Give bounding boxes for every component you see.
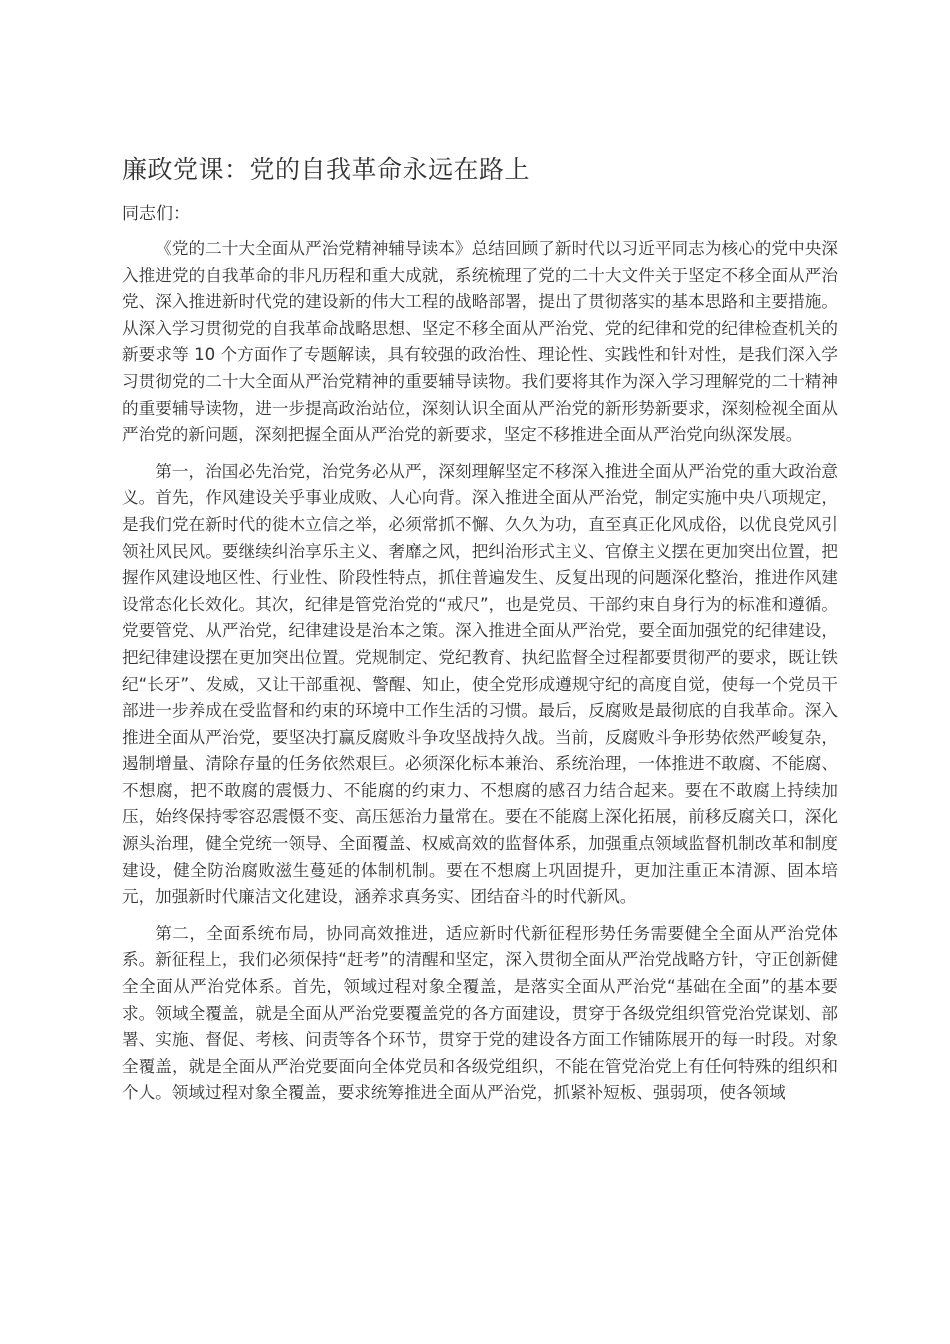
- paragraph-second-point: 第二，全面系统布局，协同高效推进，适应新时代新征程形势任务需要健全全面从严治党体系。新征程上，我们必须保持“赶考”的清醒和坚定，深入贯彻全面从严治党战略方针，守正创新健全全面从严治党体系。首先，领域过程对象全覆盖，是落实全面从严治党“基础在全面”的基本要求。领域全覆盖，就是全面从严治党要覆盖党的各方面建设，贯穿于各级党组织管党治党谋划、部署、实施、督促、考核、问责等各个环节，贯穿于党的建设各方面工作铺陈展开的每一时段。对象全覆盖，就是全面从严治党要面向全体党员和各级党组织，不能在管党治党上有任何特殊的组织和个人。领域过程对象全覆盖，要求统筹推进全面从严治党，抓紧补短板、强弱项，使各领域: [122, 923, 838, 1103]
- salutation: 同志们：: [122, 204, 190, 224]
- paragraph-first-point: 第一，治国必先治党，治党务必从严，深刻理解坚定不移深入推进全面从严治党的重大政治意义。首先，作风建设关乎事业成败、人心向背。深入推进全面从严治党，制定实施中央八项规定，是我们党在新时代的徙木立信之举，必须常抓不懈、久久为功，直至真正化风成俗，以优良党风引领社风民风。要继续纠治享乐主义、奢靡之风，把纠治形式主义、官僚主义摆在更加突出位置，把握作风建设地区性、行业性、阶段性特点，抓住普遍发生、反复出现的问题深化整治，推进作风建设常态化长效化。其次，纪律是管党治党的“戒尺”，也是党员、干部约束自身行为的标准和遵循。党要管党、从严治党，纪律建设是治本之策。深入推进全面从严治党，要全面加强党的纪律建设，把纪律建设摆在更加突出位置。党规制定、党纪教育、执纪监督全过程都要贯彻严的要求，既让铁纪“长牙”、发威，又让干部重视、警醒、知止，使全党形成遵规守纪的高度自觉，使每一个党员干部进一步养成在受监督和约束的环境中工作生活的习惯。最后，反腐败是最彻底的自我革命。深入推进全面从严治党，要坚决打赢反腐败斗争攻坚战持久战。当前，反腐败斗争形势依然严峻复杂，遏制增量、清除存量的任务依然艰巨。必须深化标本兼治、系统治理，一体推进不敢腐、不能腐、不想腐，把不敢腐的震慑力、不能腐的约束力、不想腐的感召力结合起来。要在不敢腐上持续加压，始终保持零容忍震慑不变、高压惩治力量常在。要在不能腐上深化拓展，前移反腐关口，深化源头治理，健全党统一领导、全面覆盖、权威高效的监督体系，加强重点领域监督机制改革和制度建设，健全防治腐败滋生蔓延的体制机制。要在不想腐上巩固提升，更加注重正本清源、固本培元，加强新时代廉洁文化建设，涵养求真务实、团结奋斗的时代新风。: [122, 461, 838, 907]
- page-title: 廉政党课：党的自我革命永远在路上: [122, 155, 531, 184]
- paragraph-intro: 《党的二十大全面从严治党精神辅导读本》总结回顾了新时代以习近平同志为核心的党中央深入推进党的自我革命的非凡历程和重大成就，系统梳理了党的二十大文件关于坚定不移全面从严治党、深入推进新时代党的建设新的伟大工程的战略部署，提出了贯彻落实的基本思路和主要措施。从深入学习贯彻党的自我革命战略思想、坚定不移全面从严治党、党的纪律和党的纪律检查机关的新要求等 10 个方面作了专题解读，具有较强的政治性、理论性、实践性和针对性，是我们深入学习贯彻党的二十大全面从严治党精神的重要辅导读物。我们要将其作为深入学习理解党的二十精神的重要辅导读物，进一步提高政治站位，深刻认识全面从严治党的新形势新要求，深刻检视全面从严治党的新问题，深刻把握全面从严治党的新要求，坚定不移推进全面从严治党向纵深发展。: [122, 239, 838, 445]
- document-page: [122, 150, 838, 1107]
